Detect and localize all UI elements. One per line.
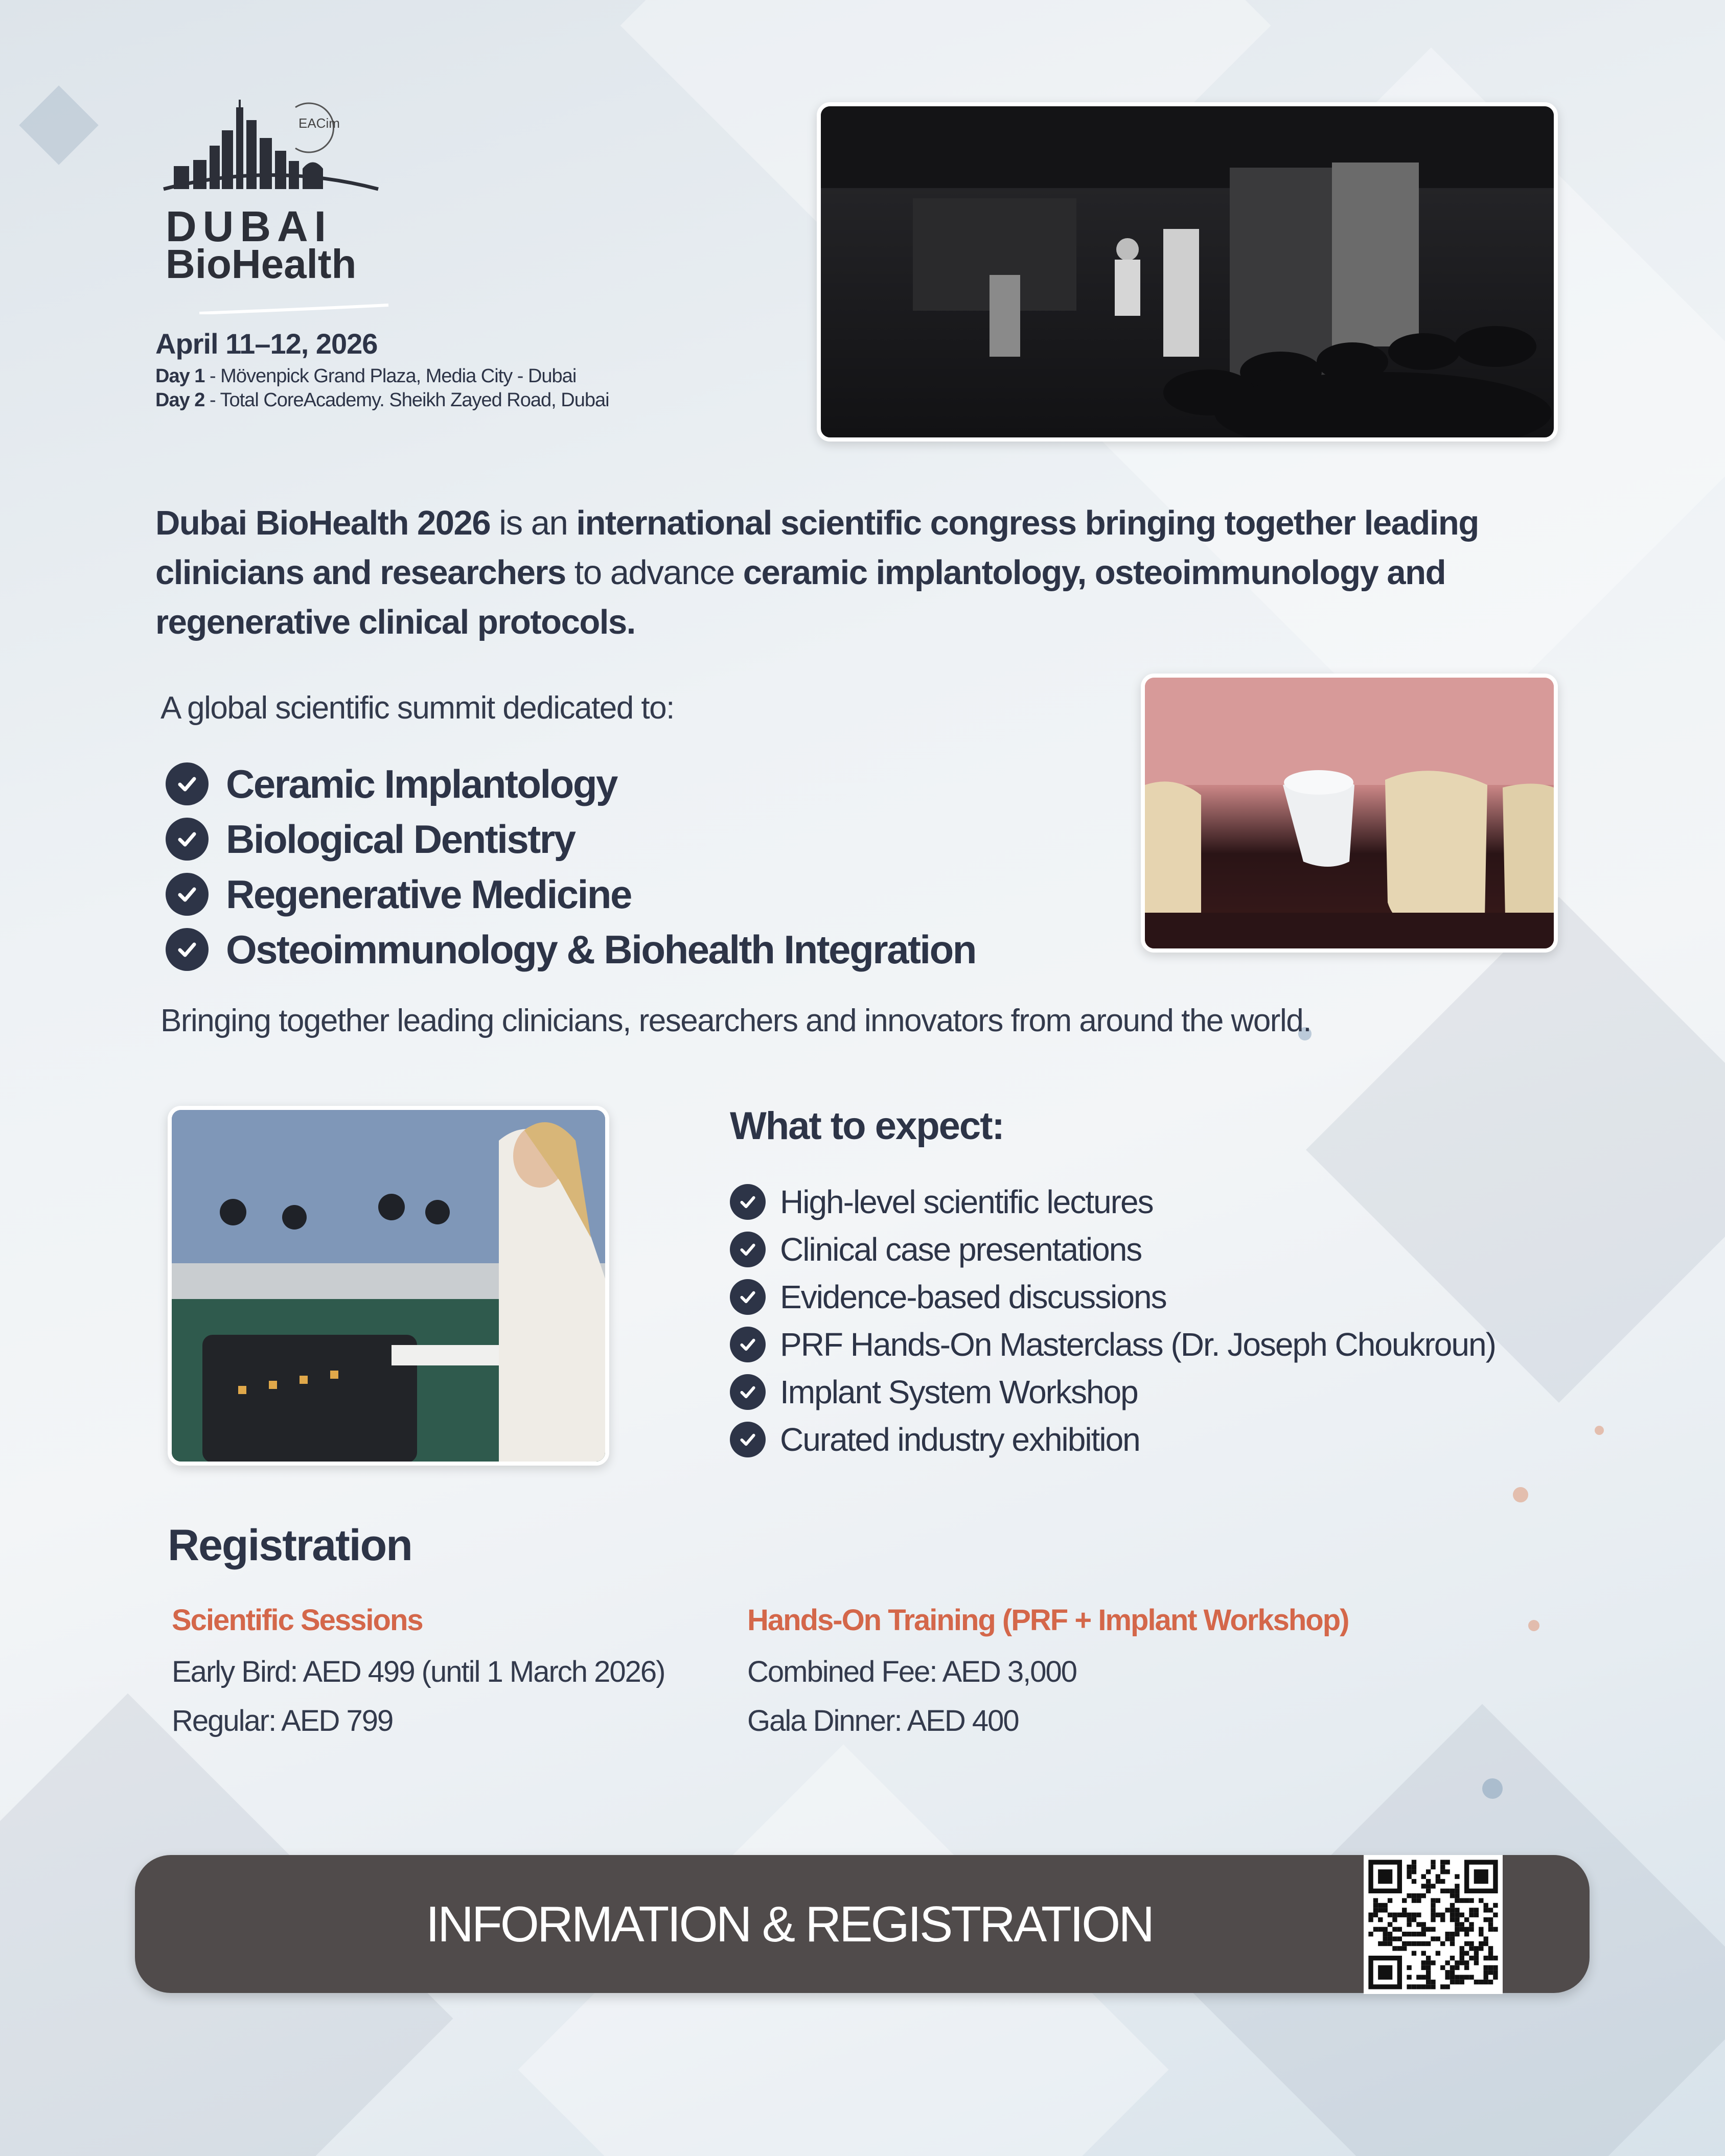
topic-label: Biological Dentistry — [226, 816, 575, 862]
check-circle-icon — [166, 928, 209, 971]
teeth-scene-icon — [1145, 678, 1554, 948]
intro-text-2: to advance — [565, 553, 743, 592]
bg-dot — [1513, 1487, 1528, 1502]
check-circle-icon — [166, 818, 209, 861]
day-1-label: Day 1 — [155, 365, 205, 387]
check-circle-icon — [730, 1422, 766, 1457]
ceramic-implant-photo — [1141, 674, 1558, 953]
scientific-sessions-pricing — [172, 1603, 664, 1753]
logo-line-2: BioHealth — [166, 241, 357, 287]
expect-item — [730, 1273, 1496, 1320]
expect-list — [730, 1178, 1496, 1463]
event-date-range: April 11–12, 2026 — [155, 328, 378, 360]
combined-fee: Combined Fee: AED 3,000 — [747, 1655, 1076, 1688]
registration-qr-code[interactable] — [1364, 1855, 1503, 1994]
check-circle-icon — [730, 1327, 766, 1362]
intro-event-name: Dubai BioHealth 2026 — [155, 504, 491, 542]
topic-label: Ceramic Implantology — [226, 761, 617, 806]
expect-label: Curated industry exhibition — [780, 1421, 1140, 1458]
intro-text-1: is an — [490, 504, 577, 542]
expect-label: Evidence-based discussions — [780, 1278, 1166, 1315]
early-bird-price: Early Bird: AED 499 (until 1 March 2026) — [172, 1655, 665, 1688]
topic-item — [166, 756, 976, 812]
check-circle-icon — [166, 762, 209, 805]
expect-label: Clinical case presentations — [780, 1231, 1142, 1268]
event-dates — [155, 327, 609, 411]
hands-on-heading: Hands-On Training (PRF + Implant Workshop) — [747, 1604, 1349, 1637]
workshop-scene-icon — [172, 1110, 605, 1462]
expect-item — [730, 1368, 1496, 1416]
what-to-expect-title: What to expect: — [730, 1104, 1004, 1148]
intro-highlight-2: ceramic implantology, osteoimmunology and regenerative clinical protocols. — [155, 553, 1445, 641]
expect-label: Implant System Workshop — [780, 1373, 1138, 1410]
regular-price: Regular: AED 799 — [172, 1704, 393, 1737]
check-circle-icon — [730, 1279, 766, 1315]
eacim-badge — [280, 102, 347, 153]
expect-label: PRF Hands-On Masterclass (Dr. Joseph Choukroun) — [780, 1326, 1496, 1363]
check-circle-icon — [730, 1374, 766, 1410]
bg-dot — [1528, 1620, 1539, 1631]
workshop-photo — [168, 1106, 609, 1466]
expect-item — [730, 1320, 1496, 1368]
bg-dot — [1482, 1778, 1503, 1799]
topic-item — [166, 922, 976, 977]
intro-highlight-1: international scientific congress bringing together leading clinicians and researchers — [155, 504, 1479, 592]
day-1-line — [155, 365, 609, 387]
gala-dinner-fee: Gala Dinner: AED 400 — [747, 1704, 1019, 1737]
eacim-label: EACim — [298, 115, 340, 131]
qr-code-icon — [1364, 1855, 1503, 1994]
summit-lead: A global scientific summit dedicated to: — [160, 690, 674, 726]
topic-item — [166, 867, 976, 922]
banner-label: INFORMATION & REGISTRATION — [425, 1896, 1153, 1952]
day-2-line — [155, 389, 609, 411]
expect-item — [730, 1225, 1496, 1273]
logo-underline-icon — [153, 100, 394, 314]
topic-label: Regenerative Medicine — [226, 871, 631, 917]
topic-item — [166, 812, 976, 867]
day-2-label: Day 2 — [155, 389, 205, 411]
logo-line-1: DUBAI — [166, 202, 332, 250]
check-circle-icon — [166, 873, 209, 916]
topic-label: Osteoimmunology & Biohealth Integration — [226, 926, 976, 972]
conference-hall-photo — [817, 102, 1558, 442]
check-circle-icon — [730, 1232, 766, 1267]
bg-diamond — [19, 85, 99, 165]
topic-list — [166, 756, 976, 977]
expect-item — [730, 1178, 1496, 1225]
scientific-sessions-heading: Scientific Sessions — [172, 1604, 423, 1637]
expect-label: High-level scientific lectures — [780, 1183, 1153, 1220]
hands-on-pricing — [747, 1603, 1348, 1753]
day-2-venue: - Total CoreAcademy. Sheikh Zayed Road, Dubai — [204, 389, 609, 411]
day-1-venue: - Mövenpick Grand Plaza, Media City - Dubai — [204, 365, 577, 387]
bringing-together-text: Bringing together leading clinicians, researchers and innovators from around the world. — [160, 1003, 1311, 1038]
check-circle-icon — [730, 1184, 766, 1220]
bg-dot — [1595, 1426, 1604, 1435]
conference-scene-icon — [821, 106, 1554, 437]
registration-title: Registration — [168, 1521, 412, 1570]
intro-paragraph — [155, 498, 1546, 647]
expect-item — [730, 1416, 1496, 1463]
dubai-biohealth-logo — [153, 100, 394, 314]
